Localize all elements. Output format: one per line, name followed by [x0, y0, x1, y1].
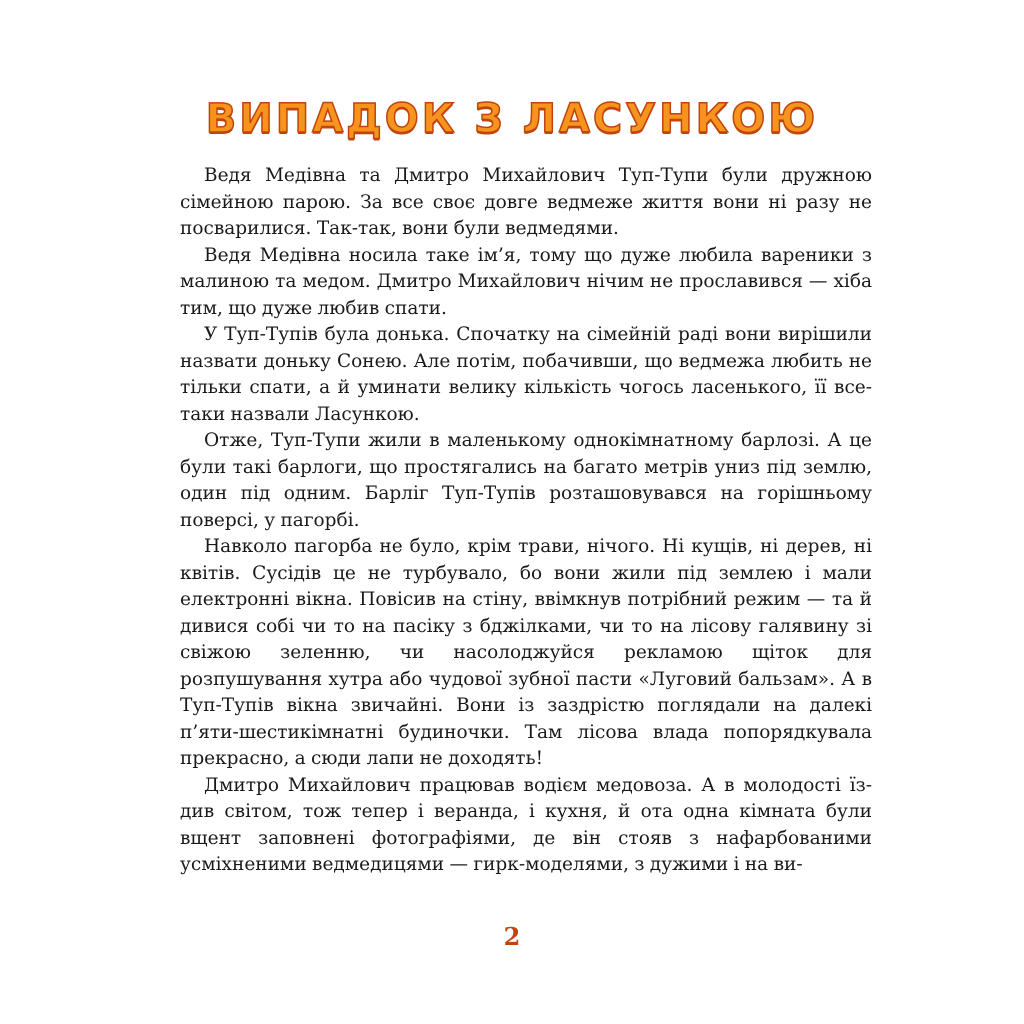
page-number: 2	[503, 922, 521, 951]
paragraph: Ведя Медівна носила таке ім’я, тому що дуже любила вареники з малиною та медом. Дмитро Михайлович нічим не прославився — хіба тим, що дуже любив спати.	[180, 244, 872, 319]
story-text	[180, 163, 872, 879]
paragraph: Дмитро Михайлович працював водієм медовоза. А в молодості їздив світом, тож тепер і веранда, і кухня, й ота одна кімната були вщент заповнені фотографіями, де він стояв з нафарбованими усміхненими ведмедицями — гирк-моделями, з дужими і на ви-	[180, 774, 872, 875]
chapter-title: ВИПАДОК З ЛАСУНКОЮ	[205, 96, 819, 142]
paragraph: Отже, Туп-Тупи жили в маленькому однокімнатному барлозі. А це були такі барлоги, що простягались на багато метрів униз під землю, один під одним. Барліг Туп-Тупів розташовувався на горішньому поверсі, у пагорбі.	[180, 430, 872, 531]
paragraph: Навколо пагорба не було, крім трави, нічого. Ні кущів, ні дерев, ні квітів. Сусідів це не турбувало, бо вони жили під землею і мали електронні вікна. Повісив на стіну, ввімкнув потрібний режим — та й дивися собі чи то на пасіку з бджілками, чи то на лісову галявину зі свіжою зеленню, чи насолоджуйся рекламою щіток для розпушування хутра або чудової зубної пасти «Луговий бальзам». А в Туп-Тупів вікна звичайні. Вони із заздрістю поглядали на далекі п’яти-шестикімнатні будиночки. Там лісова влада попорядкувала прекрасно, а сюди лапи не доходять!	[180, 536, 872, 769]
paragraph: У Туп-Тупів була донька. Спочатку на сімейній раді вони вирішили назвати доньку Сонею. Але потім, побачивши, що ведмежа любить не тільки спати, а й уминати велику кількість чогось ласенького, її все-таки назвали Ласункою.	[180, 324, 872, 425]
paragraph: Ведя Медівна та Дмитро Михайлович Туп-Тупи були дружною сімейною парою. За все своє довге ведмеже життя вони ні разу не посварилися. Так-так, вони були ведмедями.	[180, 165, 872, 239]
